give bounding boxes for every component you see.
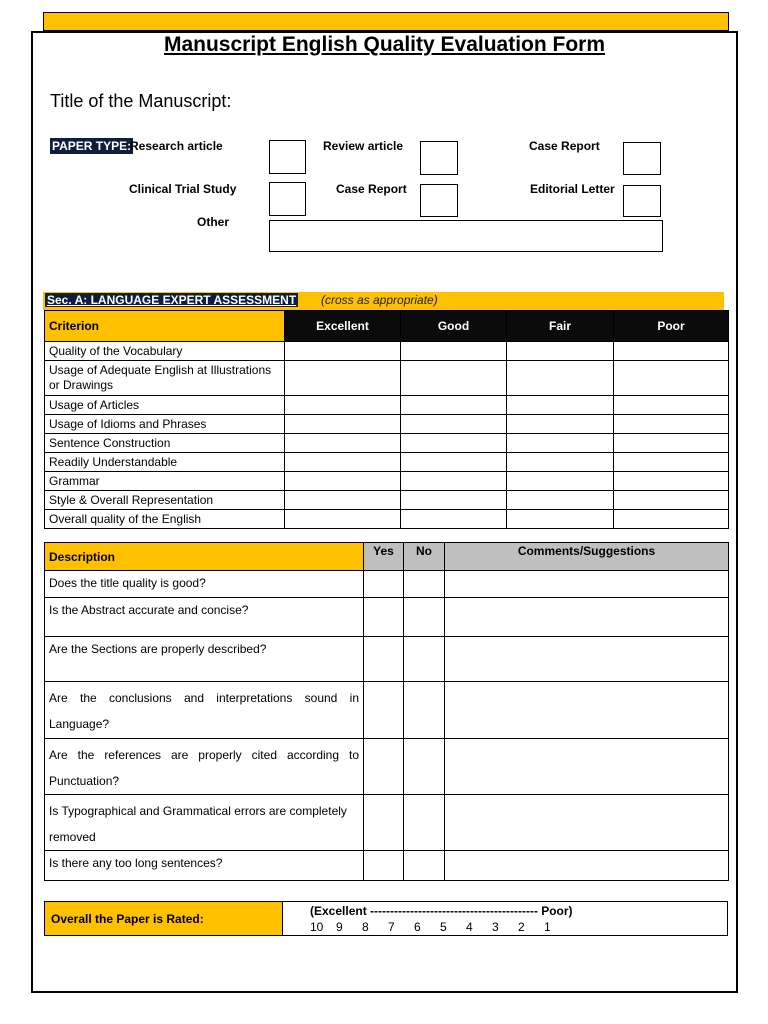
rating-option[interactable]: 7 [388, 920, 395, 934]
case-report-label-2: Case Report [336, 182, 407, 196]
poor-cell[interactable] [614, 472, 729, 491]
question-cell: Does the title quality is good? [45, 571, 364, 598]
overall-rating-label: Overall the Paper is Rated: [44, 901, 283, 936]
yes-cell[interactable] [364, 598, 404, 637]
other-label: Other [197, 215, 230, 229]
criterion-cell: Style & Overall Representation [45, 491, 285, 510]
question-cell: Is the Abstract accurate and concise? [45, 598, 364, 637]
excellent-cell[interactable] [285, 491, 401, 510]
rating-option[interactable]: 9 [336, 920, 343, 934]
description-header-row [45, 543, 729, 571]
rating-option[interactable]: 4 [466, 920, 473, 934]
clinical-trial-study-label: Clinical Trial Study [129, 182, 237, 196]
language-assessment-table [44, 310, 729, 529]
good-cell[interactable] [401, 472, 507, 491]
excellent-cell[interactable] [285, 342, 401, 361]
editorial-letter-label: Editorial Letter [530, 182, 615, 196]
poor-cell[interactable] [614, 434, 729, 453]
rating-scale [283, 901, 728, 936]
yes-cell[interactable] [364, 795, 404, 851]
poor-cell[interactable] [614, 361, 729, 396]
criterion-cell: Quality of the Vocabulary [45, 342, 285, 361]
poor-cell[interactable] [614, 415, 729, 434]
criterion-cell: Readily Understandable [45, 453, 285, 472]
comments-header: Comments/Suggestions [445, 543, 729, 571]
criterion-header: Criterion [45, 311, 285, 342]
no-cell[interactable] [404, 851, 445, 881]
fair-cell[interactable] [507, 453, 614, 472]
research-article-checkbox[interactable] [269, 140, 306, 174]
section-a-note: (cross as appropriate) [321, 293, 438, 307]
poor-cell[interactable] [614, 342, 729, 361]
question-cell: Are the Sections are properly described? [45, 637, 364, 682]
criterion-cell: Grammar [45, 472, 285, 491]
no-cell[interactable] [404, 571, 445, 598]
good-cell[interactable] [401, 415, 507, 434]
rating-scale-text: (Excellent ------------------------------------------ Poor) [310, 904, 573, 918]
excellent-cell[interactable] [285, 472, 401, 491]
rating-option[interactable]: 3 [492, 920, 499, 934]
excellent-cell[interactable] [285, 396, 401, 415]
rating-option[interactable]: 8 [362, 920, 369, 934]
table-row [45, 795, 729, 851]
poor-header: Poor [614, 311, 729, 342]
good-cell[interactable] [401, 434, 507, 453]
table-row [45, 851, 729, 881]
rating-numbers [310, 920, 570, 934]
good-cell[interactable] [401, 453, 507, 472]
table-row [45, 415, 729, 434]
question-cell: Are the conclusions and interpretations sound in Language? [45, 682, 364, 739]
case-report-checkbox-2[interactable] [420, 184, 458, 217]
assessment-header-row [45, 311, 729, 342]
yes-header: Yes [364, 543, 404, 571]
table-row [45, 637, 729, 682]
excellent-cell[interactable] [285, 415, 401, 434]
excellent-header: Excellent [285, 311, 401, 342]
criterion-cell: Usage of Articles [45, 396, 285, 415]
yes-cell[interactable] [364, 739, 404, 795]
poor-cell[interactable] [614, 396, 729, 415]
case-report-label: Case Report [529, 139, 600, 153]
table-row [45, 453, 729, 472]
rating-option[interactable]: 2 [518, 920, 525, 934]
question-cell: Is there any too long sentences? [45, 851, 364, 881]
fair-cell[interactable] [507, 434, 614, 453]
editorial-letter-checkbox[interactable] [623, 185, 661, 217]
table-row [45, 571, 729, 598]
manuscript-title-label: Title of the Manuscript: [50, 91, 232, 111]
table-row [45, 598, 729, 637]
fair-cell[interactable] [507, 415, 614, 434]
table-row [45, 434, 729, 453]
paper-type-label: PAPER TYPE: [52, 139, 132, 153]
rating-option[interactable]: 6 [414, 920, 421, 934]
section-a-title: Sec. A: LANGUAGE EXPERT ASSESSMENT [47, 293, 297, 307]
comments-cell[interactable] [445, 739, 729, 795]
other-input[interactable] [269, 220, 663, 252]
rating-option[interactable]: 5 [440, 920, 447, 934]
table-row [45, 342, 729, 361]
fair-cell[interactable] [507, 342, 614, 361]
no-cell[interactable] [404, 637, 445, 682]
good-header: Good [401, 311, 507, 342]
poor-cell[interactable] [614, 491, 729, 510]
fair-cell[interactable] [507, 510, 614, 529]
good-cell[interactable] [401, 361, 507, 396]
table-row [45, 739, 729, 795]
section-a-banner [43, 292, 724, 310]
case-report-checkbox[interactable] [623, 142, 661, 175]
question-cell: Is Typographical and Grammatical errors are completely removed [45, 795, 364, 851]
excellent-cell[interactable] [285, 361, 401, 396]
good-cell[interactable] [401, 510, 507, 529]
no-cell[interactable] [404, 598, 445, 637]
rating-option[interactable]: 10 [310, 920, 324, 934]
table-row [45, 510, 729, 529]
description-table [44, 542, 729, 881]
excellent-cell[interactable] [285, 434, 401, 453]
review-article-label: Review article [323, 139, 404, 153]
poor-cell[interactable] [614, 453, 729, 472]
comments-cell[interactable] [445, 598, 729, 637]
table-row [45, 472, 729, 491]
good-cell[interactable] [401, 342, 507, 361]
table-row [45, 396, 729, 415]
poor-cell[interactable] [614, 510, 729, 529]
comments-cell[interactable] [445, 851, 729, 881]
header-accent-bar [43, 12, 729, 31]
no-cell[interactable] [404, 739, 445, 795]
no-cell[interactable] [404, 795, 445, 851]
no-cell[interactable] [404, 682, 445, 739]
fair-cell[interactable] [507, 361, 614, 396]
yes-cell[interactable] [364, 682, 404, 739]
comments-cell[interactable] [445, 682, 729, 739]
research-article-label: Research article [130, 139, 223, 153]
table-row [45, 682, 729, 739]
excellent-cell[interactable] [285, 510, 401, 529]
fair-cell[interactable] [507, 472, 614, 491]
criterion-cell: Usage of Idioms and Phrases [45, 415, 285, 434]
criterion-cell: Sentence Construction [45, 434, 285, 453]
criterion-cell: Usage of Adequate English at Illustrations or Drawings [45, 361, 285, 396]
criterion-cell: Overall quality of the English [45, 510, 285, 529]
clinical-trial-study-checkbox[interactable] [269, 182, 306, 216]
fair-cell[interactable] [507, 396, 614, 415]
good-cell[interactable] [401, 396, 507, 415]
yes-cell[interactable] [364, 637, 404, 682]
comments-cell[interactable] [445, 795, 729, 851]
table-row [45, 491, 729, 510]
no-header: No [404, 543, 445, 571]
excellent-cell[interactable] [285, 453, 401, 472]
rating-option[interactable]: 1 [544, 920, 551, 934]
fair-cell[interactable] [507, 491, 614, 510]
table-row [45, 361, 729, 396]
description-header: Description [45, 543, 364, 571]
question-cell: Are the references are properly cited according to Punctuation? [45, 739, 364, 795]
yes-cell[interactable] [364, 571, 404, 598]
comments-cell[interactable] [445, 637, 729, 682]
fair-header: Fair [507, 311, 614, 342]
yes-cell[interactable] [364, 851, 404, 881]
review-article-checkbox[interactable] [420, 141, 458, 175]
comments-cell[interactable] [445, 571, 729, 598]
good-cell[interactable] [401, 491, 507, 510]
form-title: Manuscript English Quality Evaluation Form [163, 33, 606, 56]
